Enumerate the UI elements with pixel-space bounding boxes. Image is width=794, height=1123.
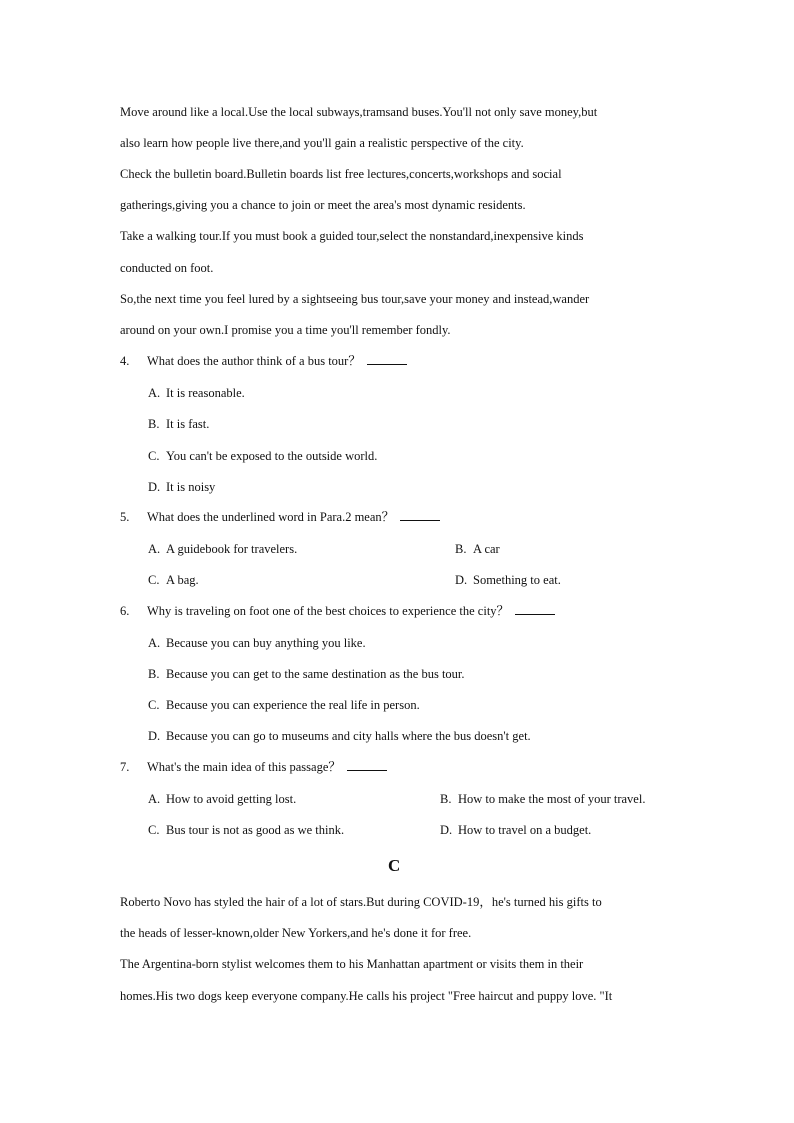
question-4 [147,353,407,369]
question-number: 4. [120,354,130,368]
option-c[interactable]: C. Because you can experience the real life in person. [148,698,420,712]
passage-line: Roberto Novo has styled the hair of a lot of stars.But during COVID-19，he's turned his gifts to [120,895,602,909]
passage-line: the heads of lesser-known,older New Yorkers,and he's done it for free. [120,926,472,940]
option-b[interactable]: B. A car [455,542,500,556]
option-d[interactable]: D. How to travel on a budget. [440,823,592,837]
option-a[interactable]: A. Because you can buy anything you like. [148,636,366,650]
question-text: What does the author think of a bus tour？ [147,354,361,368]
option-a[interactable]: A. How to avoid getting lost. [148,792,297,806]
answer-blank[interactable] [367,353,407,365]
option-c[interactable]: C. A bag. [148,573,199,587]
passage-line: conducted on foot. [120,261,214,275]
question-7 [147,759,387,775]
option-d[interactable]: D. It is noisy [148,480,216,494]
passage-line: around on your own.I promise you a time you'll remember fondly. [120,323,451,337]
option-a[interactable]: A. It is reasonable. [148,386,245,400]
answer-blank[interactable] [347,759,387,771]
option-d[interactable]: D. Something to eat. [455,573,561,587]
question-text: What's the main idea of this passage？ [147,760,341,774]
answer-blank[interactable] [400,509,440,521]
option-b[interactable]: B. Because you can get to the same destination as the bus tour. [148,667,465,681]
option-d[interactable]: D. Because you can go to museums and city halls where the bus doesn't get. [148,729,531,743]
question-6 [147,603,555,619]
option-b[interactable]: B. How to make the most of your travel. [440,792,646,806]
question-text: What does the underlined word in Para.2 mean？ [147,510,395,524]
question-number: 6. [120,604,130,618]
passage-line: So,the next time you feel lured by a sightseeing bus tour,save your money and instead,wander [120,292,590,306]
option-c[interactable]: C. Bus tour is not as good as we think. [148,823,345,837]
option-c[interactable]: C. You can't be exposed to the outside world. [148,449,378,463]
passage-line: Check the bulletin board.Bulletin boards list free lectures,concerts,workshops and social [120,167,562,181]
passage-line: Move around like a local.Use the local subways,tramsand buses.You'll not only save money,but [120,105,598,119]
passage-line: homes.His two dogs keep everyone company.He calls his project "Free haircut and puppy love. "It [120,989,613,1003]
passage-line: also learn how people live there,and you'll gain a realistic perspective of the city. [120,136,524,150]
question-number: 5. [120,510,130,524]
question-text: Why is traveling on foot one of the best choices to experience the city？ [147,604,510,618]
option-a[interactable]: A. A guidebook for travelers. [148,542,298,556]
question-5 [147,509,440,525]
option-b[interactable]: B. It is fast. [148,417,210,431]
passage-line: The Argentina-born stylist welcomes them to his Manhattan apartment or visits them in their [120,957,584,971]
answer-blank[interactable] [515,603,555,615]
passage-line: Take a walking tour.If you must book a guided tour,select the nonstandard,inexpensive kinds [120,229,584,243]
section-heading: C [388,856,401,875]
passage-line: gatherings,giving you a chance to join or meet the area's most dynamic residents. [120,198,526,212]
question-number: 7. [120,760,130,774]
